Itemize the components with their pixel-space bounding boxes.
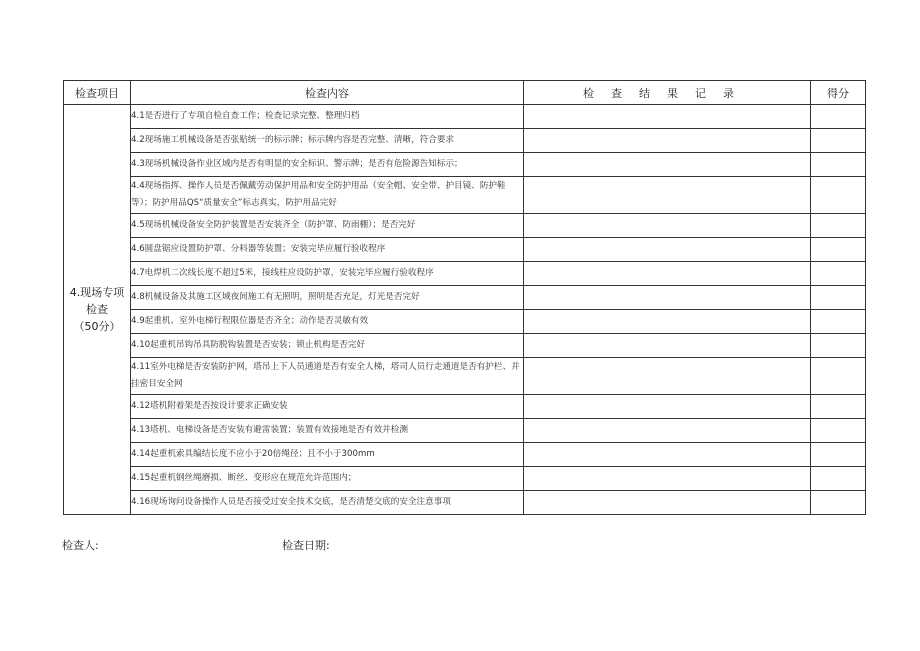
row-result-cell[interactable] bbox=[524, 105, 811, 129]
table-body bbox=[64, 105, 866, 515]
row-content: 4.9起重机、室外电梯行程限位器是否齐全；动作是否灵敏有效 bbox=[131, 310, 524, 334]
inspection-sheet bbox=[63, 80, 865, 515]
row-score-cell[interactable] bbox=[811, 395, 866, 419]
row-score-cell[interactable] bbox=[811, 419, 866, 443]
header-row bbox=[64, 81, 866, 105]
row-content: 4.11室外电梯是否安装防护网，塔吊上下人员通道是否有安全人梯，塔司人员行走通道是否有护栏、并挂密目安全网 bbox=[131, 358, 524, 395]
row-score-cell[interactable] bbox=[811, 310, 866, 334]
table-row bbox=[64, 286, 866, 310]
row-content: 4.1是否进行了专项自检自查工作；检查记录完整、整理归档 bbox=[131, 105, 524, 129]
table-row bbox=[64, 419, 866, 443]
row-result-cell[interactable] bbox=[524, 443, 811, 467]
header-content: 检查内容 bbox=[131, 81, 524, 105]
row-result-cell[interactable] bbox=[524, 491, 811, 515]
row-content: 4.15起重机钢丝绳磨损、断丝、变形应在规范允许范围内； bbox=[131, 467, 524, 491]
row-score-cell[interactable] bbox=[811, 129, 866, 153]
row-score-cell[interactable] bbox=[811, 491, 866, 515]
row-score-cell[interactable] bbox=[811, 214, 866, 238]
row-score-cell[interactable] bbox=[811, 334, 866, 358]
row-content: 4.8机械设备及其施工区域夜间施工有无照明，照明是否充足，灯光是否完好 bbox=[131, 286, 524, 310]
table-row bbox=[64, 310, 866, 334]
table-row bbox=[64, 443, 866, 467]
row-score-cell[interactable] bbox=[811, 105, 866, 129]
row-score-cell[interactable] bbox=[811, 153, 866, 177]
inspector-label: 检查人: bbox=[62, 539, 99, 552]
row-score-cell[interactable] bbox=[811, 238, 866, 262]
section-title-line1: 4.现场专项 bbox=[69, 286, 125, 299]
header-result: 检查结果记录 bbox=[524, 81, 811, 105]
row-result-cell[interactable] bbox=[524, 334, 811, 358]
row-result-cell[interactable] bbox=[524, 358, 811, 395]
table-row bbox=[64, 262, 866, 286]
row-score-cell[interactable] bbox=[811, 262, 866, 286]
row-result-cell[interactable] bbox=[524, 153, 811, 177]
table-row bbox=[64, 358, 866, 395]
row-content: 4.6圆盘锯应设置防护罩、分料器等装置；安装完毕应履行验收程序 bbox=[131, 238, 524, 262]
row-score-cell[interactable] bbox=[811, 286, 866, 310]
row-result-cell[interactable] bbox=[524, 262, 811, 286]
row-score-cell[interactable] bbox=[811, 467, 866, 491]
row-content: 4.12塔机附着架是否按设计要求正确安装 bbox=[131, 395, 524, 419]
row-result-cell[interactable] bbox=[524, 238, 811, 262]
table-row bbox=[64, 395, 866, 419]
table-row bbox=[64, 214, 866, 238]
row-result-cell[interactable] bbox=[524, 214, 811, 238]
inspection-table bbox=[63, 80, 866, 515]
table-row bbox=[64, 177, 866, 214]
row-content: 4.14起重机索具编结长度不应小于20倍绳径；且不小于300mm bbox=[131, 443, 524, 467]
row-score-cell[interactable] bbox=[811, 443, 866, 467]
table-row bbox=[64, 334, 866, 358]
table-row bbox=[64, 491, 866, 515]
row-content: 4.2现场施工机械设备是否张贴统一的标示牌；标示牌内容是否完整、清晰，符合要求 bbox=[131, 129, 524, 153]
row-result-cell[interactable] bbox=[524, 129, 811, 153]
row-result-cell[interactable] bbox=[524, 467, 811, 491]
row-content: 4.5现场机械设备安全防护装置是否安装齐全（防护罩、防雨棚）；是否完好 bbox=[131, 214, 524, 238]
row-result-cell[interactable] bbox=[524, 310, 811, 334]
row-result-cell[interactable] bbox=[524, 395, 811, 419]
header-score: 得分 bbox=[811, 81, 866, 105]
row-score-cell[interactable] bbox=[811, 177, 866, 214]
row-content: 4.13塔机、电梯设备是否安装有避雷装置；装置有效接地是否有效并检测 bbox=[131, 419, 524, 443]
table-row bbox=[64, 105, 866, 129]
row-result-cell[interactable] bbox=[524, 419, 811, 443]
row-content: 4.3现场机械设备作业区域内是否有明显的安全标识、警示牌；是否有危险源告知标示； bbox=[131, 153, 524, 177]
row-content: 4.7电焊机二次线长度不超过5米，接线柱应设防护罩，安装完毕应履行验收程序 bbox=[131, 262, 524, 286]
row-content: 4.16现场询问设备操作人员是否接受过安全技术交底，是否清楚交底的安全注意事项 bbox=[131, 491, 524, 515]
table-row bbox=[64, 467, 866, 491]
table-row bbox=[64, 153, 866, 177]
table-row bbox=[64, 238, 866, 262]
row-result-cell[interactable] bbox=[524, 177, 811, 214]
section-title-line2: 检查 bbox=[86, 303, 108, 316]
row-result-cell[interactable] bbox=[524, 286, 811, 310]
row-content: 4.4现场指挥、操作人员是否佩戴劳动保护用品和安全防护用品（安全帽、安全带、护目镜、防护鞋等）；防护用品QS“质量安全”标志真实，防护用品完好 bbox=[131, 177, 524, 214]
date-label: 检查日期: bbox=[282, 539, 330, 552]
section-points: （50分） bbox=[73, 320, 121, 333]
row-score-cell[interactable] bbox=[811, 358, 866, 395]
table-row bbox=[64, 129, 866, 153]
section-cell bbox=[64, 105, 131, 515]
header-item: 检查项目 bbox=[64, 81, 131, 105]
row-content: 4.10起重机吊钩吊具防脱钩装置是否安装；锁止机构是否完好 bbox=[131, 334, 524, 358]
